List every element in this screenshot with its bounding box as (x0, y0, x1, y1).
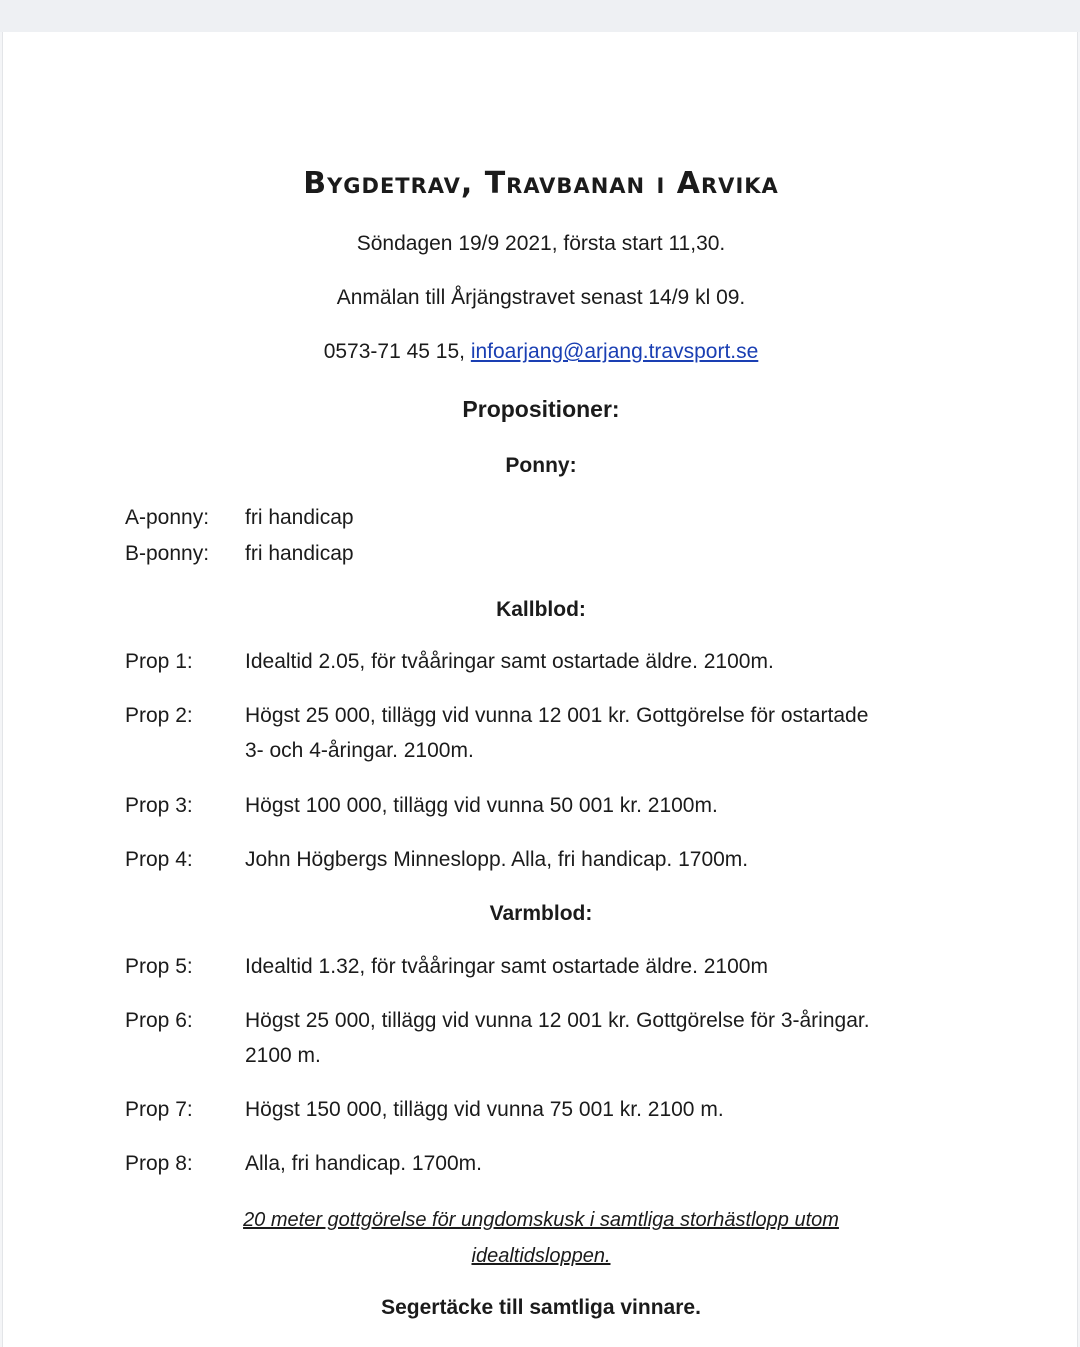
propositions-heading: Propositioner: (462, 396, 620, 422)
row-label: Prop 8: (125, 1152, 193, 1175)
top-bar (0, 0, 1080, 32)
kallblod-heading: Kallblod: (496, 598, 586, 621)
row-label: Prop 1: (125, 650, 193, 673)
row-text: Idealtid 2.05, för tvååringar samt ostartade äldre. 2100m. (245, 650, 774, 673)
date-line: Söndagen 19/9 2021, första start 11,30. (356, 232, 726, 255)
row-text: Högst 100 000, tillägg vid vunna 50 001 kr. 2100m. (245, 794, 718, 817)
contact-phone: 0573-71 45 15, (323, 340, 471, 363)
row-text: Högst 150 000, tillägg vid vunna 75 001 kr. 2100 m. (245, 1098, 724, 1121)
row-label: A-ponny: (125, 506, 210, 529)
row-text-continued: 3- och 4-åringar. 2100m. (245, 739, 474, 762)
row-label: Prop 6: (125, 1009, 193, 1032)
row-label: B-ponny: (125, 542, 210, 565)
email-link[interactable]: infoarjang@arjang.travsport.se (470, 340, 759, 363)
ponny-heading: Ponny: (505, 454, 577, 477)
document-title: Bygdetrav, Travbanan i Arvika (303, 166, 779, 201)
row-text-continued: 2100 m. (245, 1044, 321, 1067)
youth-driver-note: 20 meter gottgörelse för ungdomskusk i samtliga storhästlopp utom (243, 1209, 839, 1231)
document-page (2, 32, 1078, 1347)
row-label: Prop 4: (125, 848, 193, 871)
varmblod-heading: Varmblod: (489, 902, 593, 925)
row-text: Idealtid 1.32, för tvååringar samt ostartade äldre. 2100m (245, 955, 768, 978)
row-label: Prop 7: (125, 1098, 193, 1121)
row-text: John Högbergs Minneslopp. Alla, fri handicap. 1700m. (245, 848, 749, 871)
youth-driver-note-continued: idealtidsloppen. (471, 1245, 611, 1267)
row-label: Prop 5: (125, 955, 193, 978)
row-text: Högst 25 000, tillägg vid vunna 12 001 kr. Gottgörelse för 3-åringar. (245, 1009, 870, 1032)
signup-line: Anmälan till Årjängstravet senast 14/9 kl 09. (336, 286, 746, 309)
row-label: Prop 3: (125, 794, 193, 817)
row-text: fri handicap (245, 542, 354, 565)
row-text: Alla, fri handicap. 1700m. (245, 1152, 482, 1175)
row-label: Prop 2: (125, 704, 193, 727)
row-text: fri handicap (245, 506, 354, 529)
contact-line (3, 340, 1079, 364)
closing-line: Segertäcke till samtliga vinnare. (381, 1296, 701, 1319)
row-text: Högst 25 000, tillägg vid vunna 12 001 kr. Gottgörelse för ostartade (245, 704, 869, 727)
